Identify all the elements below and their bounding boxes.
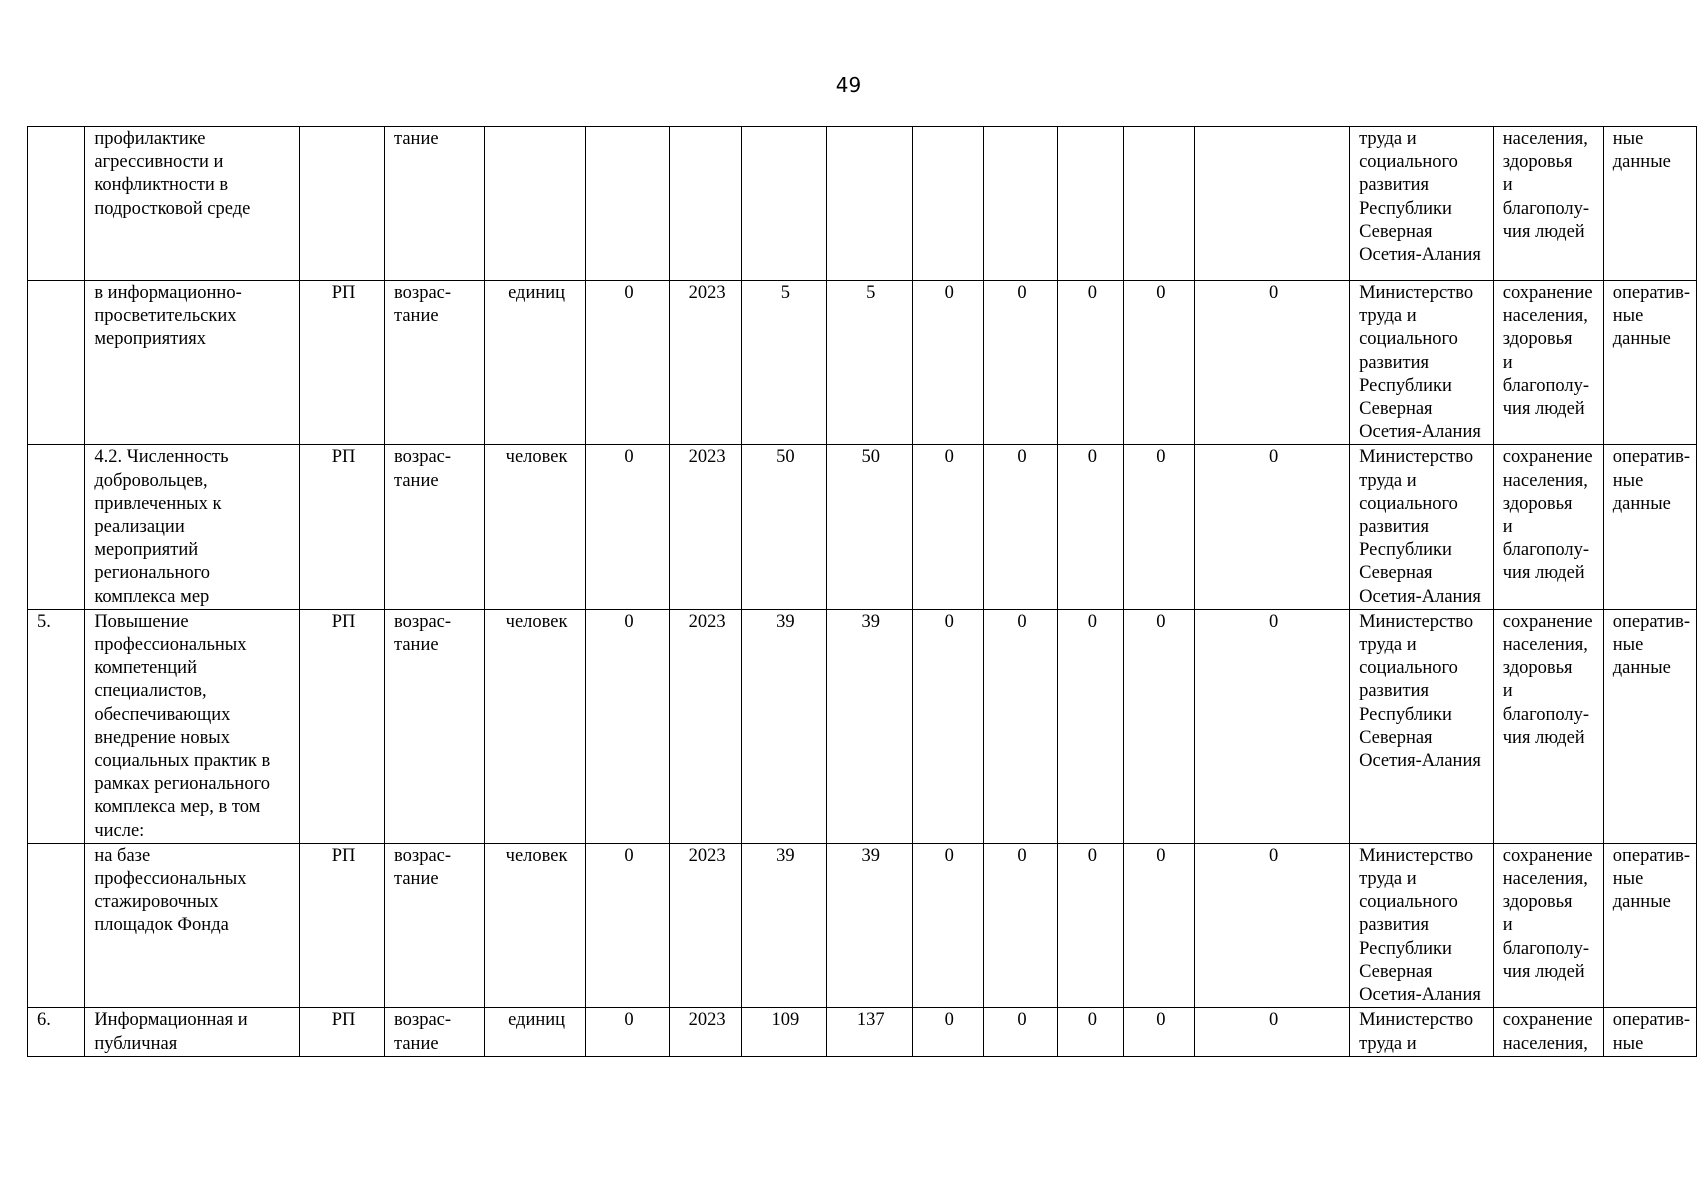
row-number-cell [28, 281, 85, 445]
trend-cell: возрас- тание [385, 1008, 485, 1056]
unit-cell: единиц [485, 1008, 585, 1056]
source-cell: ные данные [1603, 127, 1696, 281]
value-cell: 39 [741, 609, 826, 843]
indicator-name-cell: на базе профессиональных стажировочных площадок Фонда [85, 843, 300, 1007]
value-cell: 0 [1195, 609, 1350, 843]
value-cell: 0 [1195, 843, 1350, 1007]
value-cell: 0 [912, 445, 983, 609]
level-cell: РП [300, 1008, 385, 1056]
unit-cell: человек [485, 445, 585, 609]
level-cell: РП [300, 445, 385, 609]
unit-cell: единиц [485, 281, 585, 445]
value-cell: 0 [1058, 281, 1124, 445]
indicator-name-cell: 4.2. Численность добровольцев, привлеченных к реализации мероприятий регионального комплекса мер [85, 445, 300, 609]
row-number-cell [28, 843, 85, 1007]
value-cell: 0 [1124, 281, 1195, 445]
row-number-cell: 5. [28, 609, 85, 843]
value-cell: 39 [741, 843, 826, 1007]
row-number-cell [28, 445, 85, 609]
value-cell: 0 [1124, 445, 1195, 609]
page-number: 49 [835, 73, 862, 97]
value-cell: 0 [1124, 1008, 1195, 1056]
value-cell: 50 [741, 445, 826, 609]
value-cell: 0 [1124, 843, 1195, 1007]
base-year-cell: 2023 [670, 445, 742, 609]
value-cell [1058, 127, 1124, 281]
base-value-cell: 0 [585, 445, 670, 609]
responsible-cell: Министерство труда и [1350, 1008, 1494, 1056]
value-cell: 5 [826, 281, 912, 445]
unit-cell: человек [485, 609, 585, 843]
value-cell [741, 127, 826, 281]
indicators-table [27, 126, 1697, 1057]
value-cell: 50 [826, 445, 912, 609]
value-cell [1124, 127, 1195, 281]
base-value-cell: 0 [585, 843, 670, 1007]
value-cell: 0 [1195, 445, 1350, 609]
value-cell: 39 [826, 843, 912, 1007]
table-row [28, 609, 1697, 843]
value-cell: 0 [912, 1008, 983, 1056]
indicator-name-cell: профилактике агрессивности и конфликтности в подростковой среде [85, 127, 300, 281]
base-year-cell: 2023 [670, 843, 742, 1007]
value-cell: 0 [983, 609, 1058, 843]
base-year-cell: 2023 [670, 281, 742, 445]
source-cell: оператив- ные данные [1603, 843, 1696, 1007]
base-value-cell [585, 127, 670, 281]
table-row [28, 445, 1697, 609]
goal-cell: сохранение населения, [1493, 1008, 1603, 1056]
value-cell: 0 [912, 609, 983, 843]
unit-cell: человек [485, 843, 585, 1007]
value-cell: 0 [1195, 1008, 1350, 1056]
level-cell: РП [300, 609, 385, 843]
base-year-cell: 2023 [670, 1008, 742, 1056]
value-cell: 0 [912, 843, 983, 1007]
source-cell: оператив- ные данные [1603, 609, 1696, 843]
value-cell: 0 [1195, 281, 1350, 445]
goal-cell: сохранение населения, здоровья и благополу- чия людей [1493, 445, 1603, 609]
value-cell: 5 [741, 281, 826, 445]
responsible-cell: труда и социального развития Республики Северная Осетия-Алания [1350, 127, 1494, 281]
value-cell: 0 [1058, 1008, 1124, 1056]
value-cell [1195, 127, 1350, 281]
value-cell: 0 [1124, 609, 1195, 843]
unit-cell [485, 127, 585, 281]
value-cell: 0 [1058, 843, 1124, 1007]
value-cell [983, 127, 1058, 281]
value-cell [826, 127, 912, 281]
table-row [28, 1008, 1697, 1056]
goal-cell: сохранение населения, здоровья и благополу- чия людей [1493, 843, 1603, 1007]
table-row [28, 843, 1697, 1007]
base-year-cell: 2023 [670, 609, 742, 843]
goal-cell: сохранение населения, здоровья и благополу- чия людей [1493, 281, 1603, 445]
value-cell: 0 [1058, 609, 1124, 843]
row-number-cell [28, 127, 85, 281]
value-cell: 39 [826, 609, 912, 843]
responsible-cell: Министерство труда и социального развития Республики Северная Осетия-Алания [1350, 843, 1494, 1007]
level-cell: РП [300, 843, 385, 1007]
responsible-cell: Министерство труда и социального развития Республики Северная Осетия-Алания [1350, 609, 1494, 843]
base-value-cell: 0 [585, 281, 670, 445]
value-cell: 0 [912, 281, 983, 445]
table-row [28, 127, 1697, 281]
value-cell: 0 [983, 843, 1058, 1007]
trend-cell: возрас- тание [385, 609, 485, 843]
trend-cell: возрас- тание [385, 445, 485, 609]
value-cell [912, 127, 983, 281]
source-cell: оператив- ные данные [1603, 445, 1696, 609]
table-row [28, 281, 1697, 445]
trend-cell: тание [385, 127, 485, 281]
goal-cell: населения, здоровья и благополу- чия людей [1493, 127, 1603, 281]
value-cell: 0 [983, 281, 1058, 445]
goal-cell: сохранение населения, здоровья и благополу- чия людей [1493, 609, 1603, 843]
indicator-name-cell: в информационно- просветительских мероприятиях [85, 281, 300, 445]
trend-cell: возрас- тание [385, 843, 485, 1007]
source-cell: оператив- ные [1603, 1008, 1696, 1056]
level-cell: РП [300, 281, 385, 445]
base-value-cell: 0 [585, 1008, 670, 1056]
indicator-name-cell: Информационная и публичная [85, 1008, 300, 1056]
value-cell: 0 [983, 1008, 1058, 1056]
responsible-cell: Министерство труда и социального развития Республики Северная Осетия-Алания [1350, 281, 1494, 445]
level-cell [300, 127, 385, 281]
row-number-cell: 6. [28, 1008, 85, 1056]
value-cell: 0 [1058, 445, 1124, 609]
indicator-name-cell: Повышение профессиональных компетенций специалистов, обеспечивающих внедрение новых социальных практик в рамках регионального комплекса мер, в том числе: [85, 609, 300, 843]
trend-cell: возрас- тание [385, 281, 485, 445]
value-cell: 109 [741, 1008, 826, 1056]
responsible-cell: Министерство труда и социального развития Республики Северная Осетия-Алания [1350, 445, 1494, 609]
source-cell: оператив- ные данные [1603, 281, 1696, 445]
base-value-cell: 0 [585, 609, 670, 843]
value-cell: 137 [826, 1008, 912, 1056]
base-year-cell [670, 127, 742, 281]
value-cell: 0 [983, 445, 1058, 609]
